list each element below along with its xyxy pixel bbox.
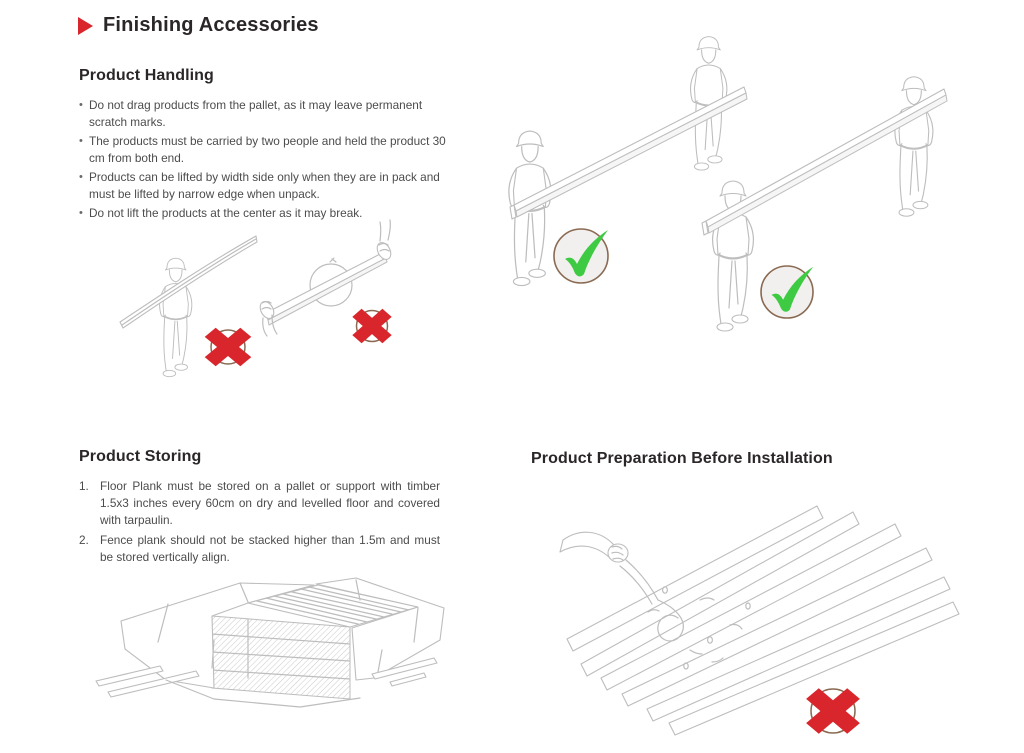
red-triangle-icon bbox=[78, 17, 93, 35]
hand-with-hose bbox=[560, 532, 683, 641]
list-item bbox=[79, 532, 440, 566]
hand-right bbox=[374, 220, 393, 262]
worker-figure bbox=[713, 181, 754, 331]
product-storing-numbered-list bbox=[79, 478, 440, 566]
pallet bbox=[96, 658, 437, 707]
plank-pair-1 bbox=[510, 87, 747, 219]
section-product-handling bbox=[79, 67, 459, 224]
bullet-text: The products must be carried by two people and held the product 30 cm from both end. bbox=[89, 134, 446, 165]
page-header bbox=[78, 14, 319, 37]
bullet-text: Do not drag products from the pallet, as it may leave permanent scratch marks. bbox=[89, 98, 423, 129]
bullet-item bbox=[79, 169, 459, 203]
list-item-text: Fence plank should not be stacked higher than 1.5m and must be stored vertically align. bbox=[100, 532, 440, 564]
product-handling-heading: Product Handling bbox=[79, 67, 214, 84]
illustration-preparation-wrong-wetting bbox=[560, 506, 959, 735]
bullet-text: Do not lift the products at the center as it may break. bbox=[89, 206, 363, 220]
bullet-item bbox=[79, 205, 459, 222]
plank-stack-front-face bbox=[212, 616, 350, 699]
list-item-number: 2. bbox=[79, 532, 89, 547]
bullet-item bbox=[79, 97, 459, 131]
illustration-center-lift-wrong bbox=[257, 220, 393, 343]
page-title: Finishing Accessories bbox=[103, 14, 319, 36]
illustration-stored-stack bbox=[96, 578, 444, 707]
fanned-planks bbox=[567, 506, 959, 735]
section-product-storing bbox=[79, 448, 440, 568]
bullet-text: Products can be lifted by width side only when they are in pack and must be lifted by narrow edge when unpack. bbox=[89, 170, 440, 201]
list-item-number: 1. bbox=[79, 479, 89, 493]
tarpaulin-right bbox=[316, 578, 444, 680]
cross-mark-icon bbox=[806, 688, 860, 734]
illustration-single-person-carry-wrong bbox=[120, 236, 257, 377]
worker-figure bbox=[160, 258, 192, 377]
bullet-item bbox=[79, 133, 459, 167]
check-mark-icon bbox=[761, 266, 813, 318]
water-splash bbox=[648, 587, 750, 669]
worker-figure bbox=[895, 77, 933, 217]
check-mark-icon bbox=[554, 229, 608, 283]
worker-figure bbox=[509, 131, 551, 286]
tarpaulin-left bbox=[121, 583, 314, 688]
worker-figure bbox=[691, 37, 727, 171]
plank bbox=[266, 252, 386, 320]
plank-stack-top-face bbox=[248, 585, 418, 627]
product-storing-heading: Product Storing bbox=[79, 448, 202, 465]
illustration-two-person-carry-correct bbox=[509, 37, 947, 331]
product-preparation-heading: Product Preparation Before Installation bbox=[531, 450, 833, 467]
list-item-text: Floor Plank must be stored on a pallet or support with timber 1.5x3 inches every 60cm on dry and levelled floor and covered with tarpaulin. bbox=[100, 479, 440, 528]
hand-left bbox=[257, 299, 277, 336]
product-handling-bullet-list bbox=[79, 97, 459, 222]
cross-mark-icon bbox=[205, 328, 252, 366]
cross-mark-icon bbox=[352, 309, 391, 344]
plank-on-shoulder bbox=[120, 236, 257, 328]
list-item bbox=[79, 478, 440, 530]
plank-pair-2 bbox=[702, 89, 947, 235]
